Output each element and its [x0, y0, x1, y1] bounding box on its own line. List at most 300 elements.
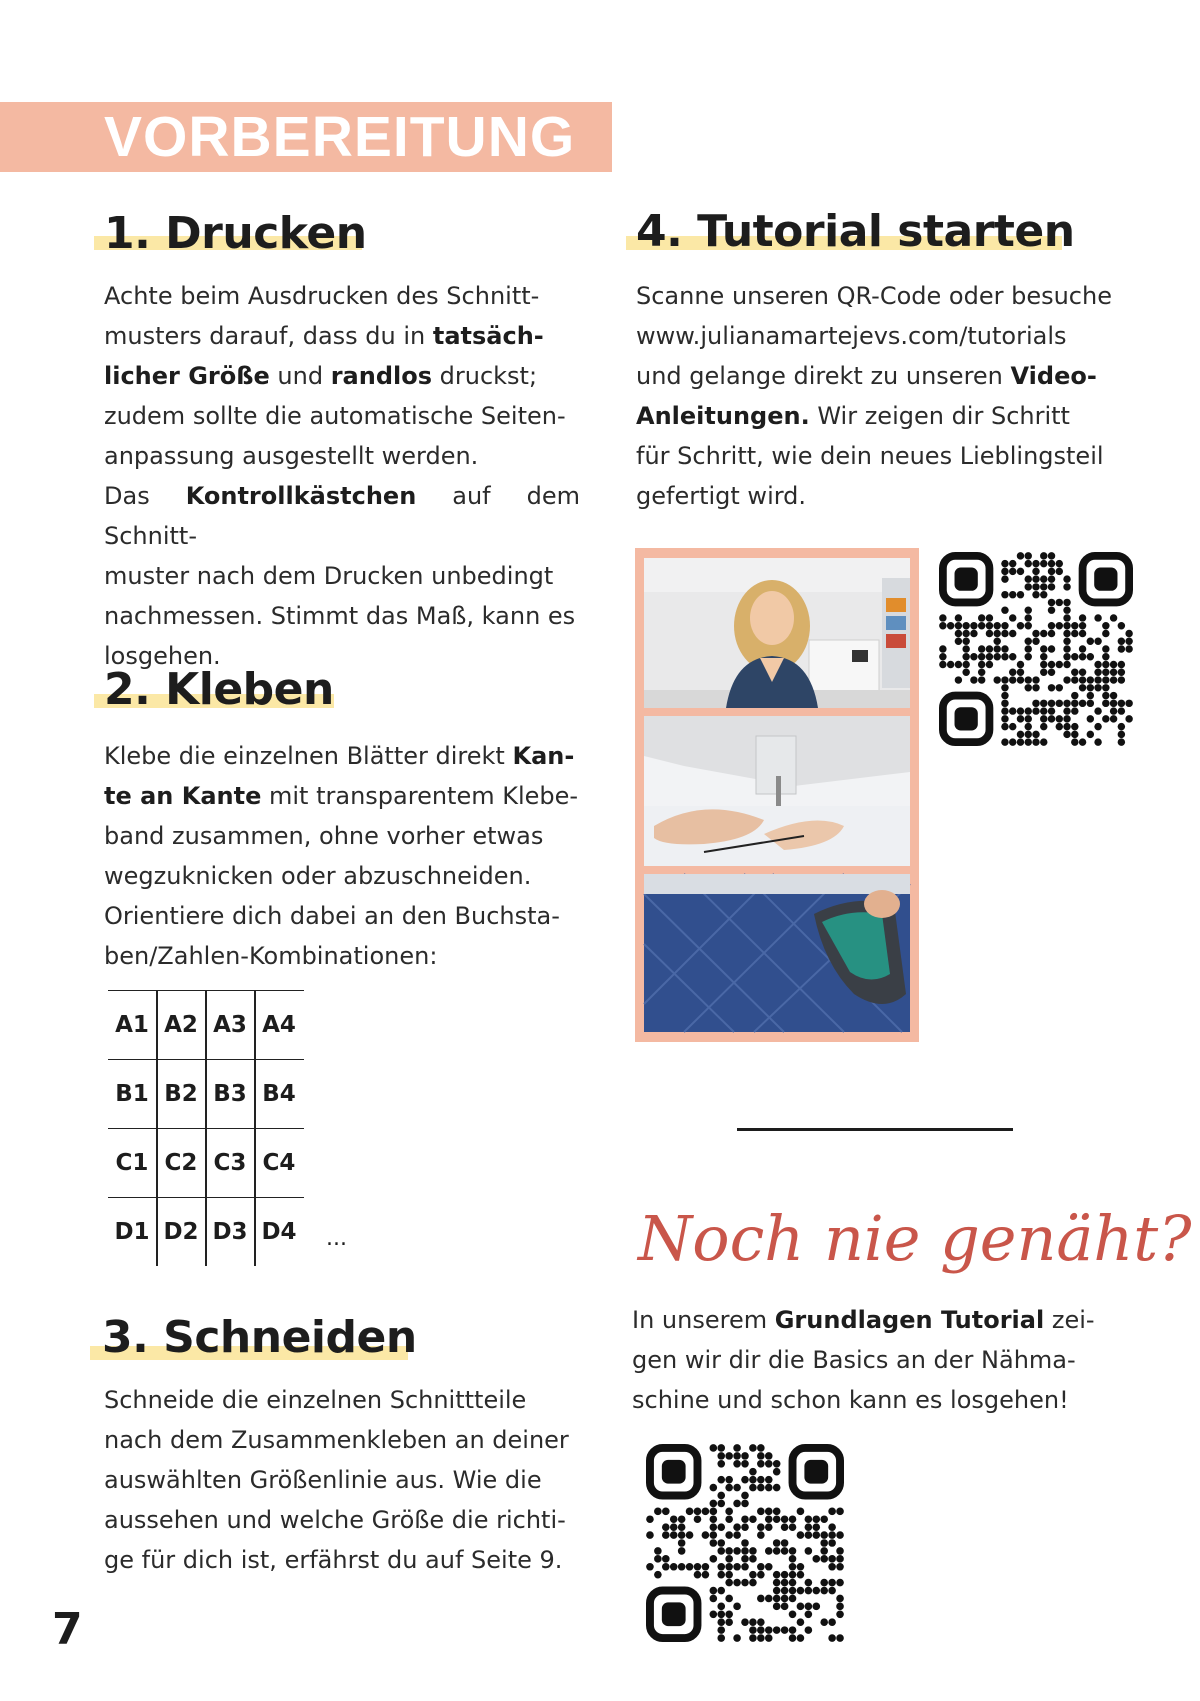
- qr-module: [717, 1460, 725, 1468]
- qr-module: [1063, 700, 1070, 707]
- qr-module: [1001, 591, 1008, 598]
- qr-module: [1079, 622, 1086, 629]
- qr-module: [1017, 731, 1024, 738]
- qr-module: [1094, 723, 1101, 730]
- qr-module: [725, 1595, 733, 1603]
- qr-module: [773, 1515, 781, 1523]
- qr-module: [1063, 575, 1070, 582]
- qr-module: [1079, 684, 1086, 691]
- qr-module: [1025, 583, 1032, 590]
- qr-module: [757, 1571, 765, 1579]
- qr-module: [1063, 614, 1070, 621]
- qr-module: [717, 1571, 725, 1579]
- qr-module: [1017, 738, 1024, 745]
- qr-module: [1025, 723, 1032, 730]
- text-line: losgehen.: [104, 642, 221, 670]
- qr-module: [1063, 645, 1070, 652]
- qr-module: [947, 661, 954, 668]
- qr-module: [789, 1515, 797, 1523]
- drucken-text: [104, 276, 580, 676]
- qr-module: [773, 1547, 781, 1555]
- qr-module: [962, 661, 969, 668]
- qr-module: [765, 1563, 773, 1571]
- qr-module: [1009, 707, 1016, 714]
- qr-module: [749, 1626, 757, 1634]
- qr-module: [962, 622, 969, 629]
- qr-module: [710, 1484, 718, 1492]
- qr-module: [781, 1603, 789, 1611]
- qr-module: [1048, 630, 1055, 637]
- qr-module: [1079, 614, 1086, 621]
- qr-module: [939, 653, 946, 660]
- qr-module: [1040, 700, 1047, 707]
- qr-module: [812, 1555, 820, 1563]
- qr-module: [1110, 614, 1117, 621]
- qr-module: [1056, 684, 1063, 691]
- qr-module: [717, 1563, 725, 1571]
- qr-module: [678, 1523, 686, 1531]
- qr-module: [757, 1531, 765, 1539]
- qr-module: [1017, 622, 1024, 629]
- qr-module: [955, 638, 962, 645]
- qr-module: [1118, 700, 1125, 707]
- qr-code-tutorials[interactable]: [939, 552, 1133, 746]
- qr-module: [725, 1484, 733, 1492]
- grid-divider: [205, 990, 207, 1266]
- grid-cell: B1: [115, 1081, 149, 1107]
- qr-module: [710, 1555, 718, 1563]
- qr-module: [947, 622, 954, 629]
- qr-module: [1102, 715, 1109, 722]
- grid-cell: C4: [262, 1150, 296, 1176]
- qr-module: [805, 1547, 813, 1555]
- qr-module: [773, 1571, 781, 1579]
- qr-module: [757, 1444, 765, 1452]
- grid-divider: [254, 990, 256, 1266]
- qr-module: [757, 1523, 765, 1531]
- qr-module: [1056, 715, 1063, 722]
- qr-module: [765, 1595, 773, 1603]
- qr-module: [1048, 599, 1055, 606]
- qr-module: [741, 1555, 749, 1563]
- qr-module: [1001, 700, 1008, 707]
- text-line: Orientiere dich dabei an den Buchsta-: [104, 902, 560, 930]
- qr-module: [725, 1531, 733, 1539]
- qr-module: [765, 1523, 773, 1531]
- grid-cell: A2: [164, 1012, 198, 1038]
- qr-module: [1063, 653, 1070, 660]
- qr-module: [1009, 676, 1016, 683]
- qr-module: [1110, 707, 1117, 714]
- qr-module: [1001, 715, 1008, 722]
- qr-module: [1063, 676, 1070, 683]
- qr-module: [789, 1547, 797, 1555]
- qr-module: [1025, 622, 1032, 629]
- text-line: gefertigt wird.: [636, 482, 807, 510]
- qr-module: [820, 1531, 828, 1539]
- text-line: Schneide die einzelnen Schnittteile: [104, 1386, 527, 1414]
- qr-module: [1087, 692, 1094, 699]
- qr-module: [1040, 583, 1047, 590]
- qr-module: [710, 1508, 718, 1516]
- qr-module: [1056, 599, 1063, 606]
- qr-module: [789, 1634, 797, 1642]
- qr-module: [828, 1555, 836, 1563]
- qr-module: [1118, 661, 1125, 668]
- qr-module: [749, 1571, 757, 1579]
- grid-cell: D4: [261, 1219, 297, 1245]
- qr-module: [749, 1579, 757, 1587]
- qr-module: [1032, 583, 1039, 590]
- qr-module: [805, 1515, 813, 1523]
- qr-module: [749, 1484, 757, 1492]
- qr-module: [978, 614, 985, 621]
- qr-module: [749, 1555, 757, 1563]
- qr-module: [749, 1547, 757, 1555]
- qr-module: [1025, 676, 1032, 683]
- qr-module: [836, 1579, 844, 1587]
- qr-module: [1125, 645, 1132, 652]
- qr-module: [1017, 552, 1024, 559]
- kleben-text: [104, 736, 580, 976]
- grid-cell: C2: [164, 1150, 198, 1176]
- qr-module: [1001, 606, 1008, 613]
- qr-module: [1017, 669, 1024, 676]
- qr-module: [1071, 669, 1078, 676]
- qr-module: [1025, 575, 1032, 582]
- qr-module: [993, 645, 1000, 652]
- qr-module: [773, 1579, 781, 1587]
- qr-module: [1063, 630, 1070, 637]
- qr-module: [1110, 715, 1117, 722]
- qr-module: [828, 1587, 836, 1595]
- qr-module: [978, 622, 985, 629]
- qr-module: [1001, 568, 1008, 575]
- qr-finder-inner: [1094, 568, 1117, 591]
- qr-module: [789, 1610, 797, 1618]
- tutorial-link[interactable]: www.julianamartejevs.com/tutorials: [636, 322, 1067, 350]
- qr-module: [654, 1571, 662, 1579]
- text-line: nachmessen. Stimmt das Maß, kann es: [104, 602, 576, 630]
- qr-module: [1118, 738, 1125, 745]
- qr-module: [686, 1508, 694, 1516]
- qr-module: [741, 1460, 749, 1468]
- qr-module: [781, 1571, 789, 1579]
- qr-module: [1079, 653, 1086, 660]
- qr-module: [1017, 591, 1024, 598]
- photo-presenter: [644, 558, 910, 708]
- qr-module: [725, 1618, 733, 1626]
- qr-module: [773, 1460, 781, 1468]
- qr-module: [725, 1452, 733, 1460]
- qr-module: [1048, 700, 1055, 707]
- qr-module: [1118, 676, 1125, 683]
- qr-module: [1063, 707, 1070, 714]
- text-line: musters darauf, dass du in tatsäch-: [104, 322, 544, 350]
- qr-module: [1118, 731, 1125, 738]
- qr-module: [1040, 630, 1047, 637]
- qr-module: [781, 1595, 789, 1603]
- qr-module: [797, 1508, 805, 1516]
- qr-module: [749, 1618, 757, 1626]
- qr-module: [765, 1452, 773, 1460]
- qr-module: [1118, 669, 1125, 676]
- qr-module: [1017, 707, 1024, 714]
- qr-module: [1125, 700, 1132, 707]
- qr-module: [1118, 638, 1125, 645]
- text-line: licher Größe und randlos druckst;: [104, 362, 538, 390]
- qr-module: [955, 661, 962, 668]
- qr-module: [1048, 669, 1055, 676]
- qr-module: [1118, 622, 1125, 629]
- qr-module: [773, 1484, 781, 1492]
- qr-module: [1087, 653, 1094, 660]
- qr-module: [1094, 684, 1101, 691]
- qr-module: [773, 1508, 781, 1516]
- qr-module: [789, 1555, 797, 1563]
- text-line: anpassung ausgestellt werden.: [104, 442, 479, 470]
- qr-module: [986, 614, 993, 621]
- qr-module: [1102, 645, 1109, 652]
- qr-module: [828, 1523, 836, 1531]
- qr-module: [1110, 692, 1117, 699]
- qr-module: [1001, 622, 1008, 629]
- qr-module: [1094, 661, 1101, 668]
- qr-module: [1040, 653, 1047, 660]
- qr-module: [1040, 575, 1047, 582]
- qr-module: [1009, 568, 1016, 575]
- qr-module: [805, 1523, 813, 1531]
- qr-module: [1063, 715, 1070, 722]
- qr-module: [1071, 707, 1078, 714]
- qr-module: [725, 1571, 733, 1579]
- qr-module: [733, 1460, 741, 1468]
- qr-module: [1032, 630, 1039, 637]
- qr-module: [670, 1515, 678, 1523]
- qr-module: [717, 1587, 725, 1595]
- qr-module: [717, 1500, 725, 1508]
- qr-module: [1001, 645, 1008, 652]
- qr-module: [662, 1508, 670, 1516]
- qr-module: [1048, 707, 1055, 714]
- qr-module: [1094, 676, 1101, 683]
- qr-module: [733, 1484, 741, 1492]
- qr-module: [1025, 653, 1032, 660]
- grid-cell: C1: [115, 1150, 149, 1176]
- qr-module: [717, 1476, 725, 1484]
- qr-module: [978, 669, 985, 676]
- qr-module: [717, 1539, 725, 1547]
- qr-module: [1001, 575, 1008, 582]
- qr-module: [733, 1547, 741, 1555]
- qr-module: [781, 1523, 789, 1531]
- qr-module: [686, 1531, 694, 1539]
- qr-module: [725, 1547, 733, 1555]
- tutorial-text: [636, 276, 1146, 516]
- qr-module: [1056, 661, 1063, 668]
- text-line: ben/Zahlen-Kombinationen:: [104, 942, 438, 970]
- qr-module: [1094, 638, 1101, 645]
- qr-module: [733, 1603, 741, 1611]
- qr-module: [1102, 692, 1109, 699]
- qr-module: [725, 1515, 733, 1523]
- qr-module: [678, 1547, 686, 1555]
- qr-module: [717, 1610, 725, 1618]
- qr-module: [805, 1531, 813, 1539]
- qr-module: [836, 1634, 844, 1642]
- qr-module: [820, 1547, 828, 1555]
- qr-module: [1063, 723, 1070, 730]
- qr-module: [986, 622, 993, 629]
- qr-module: [1025, 614, 1032, 621]
- qr-module: [1048, 684, 1055, 691]
- qr-module: [1071, 630, 1078, 637]
- qr-module: [1056, 568, 1063, 575]
- qr-module: [970, 653, 977, 660]
- banner-title: VORBEREITUNG: [104, 105, 576, 169]
- qr-module: [1094, 669, 1101, 676]
- qr-module: [1001, 723, 1008, 730]
- qr-module: [773, 1587, 781, 1595]
- qr-module: [828, 1508, 836, 1516]
- qr-module: [993, 622, 1000, 629]
- qr-module: [733, 1579, 741, 1587]
- qr-module: [812, 1531, 820, 1539]
- qr-module: [1071, 738, 1078, 745]
- qr-module: [797, 1563, 805, 1571]
- qr-module: [812, 1587, 820, 1595]
- qr-module: [686, 1563, 694, 1571]
- qr-module: [789, 1579, 797, 1587]
- qr-module: [694, 1563, 702, 1571]
- qr-module: [1118, 645, 1125, 652]
- text-line: schine und schon kann es losgehen!: [632, 1386, 1069, 1414]
- qr-module: [733, 1452, 741, 1460]
- grid-divider: [156, 990, 158, 1266]
- qr-module: [1032, 738, 1039, 745]
- qr-module: [1048, 552, 1055, 559]
- qr-module: [797, 1634, 805, 1642]
- qr-module: [757, 1618, 765, 1626]
- qr-module: [962, 630, 969, 637]
- qr-module: [1048, 715, 1055, 722]
- qr-module: [836, 1595, 844, 1603]
- qr-module: [678, 1531, 686, 1539]
- qr-module: [797, 1571, 805, 1579]
- qr-module: [765, 1508, 773, 1516]
- qr-module: [717, 1618, 725, 1626]
- qr-module: [1071, 723, 1078, 730]
- grid-cell: D1: [114, 1219, 150, 1245]
- qr-module: [1110, 676, 1117, 683]
- text-line: te an Kante mit transparentem Klebe-: [104, 782, 579, 810]
- qr-module: [765, 1547, 773, 1555]
- qr-module: [1071, 692, 1078, 699]
- qr-finder-inner: [662, 1460, 686, 1484]
- qr-module: [1125, 630, 1132, 637]
- text-line: und gelange direkt zu unseren Video-: [636, 362, 1097, 390]
- qr-module: [1071, 622, 1078, 629]
- qr-module: [1040, 591, 1047, 598]
- qr-module: [1040, 552, 1047, 559]
- qr-module: [993, 653, 1000, 660]
- qr-module: [654, 1547, 662, 1555]
- qr-module: [749, 1444, 757, 1452]
- qr-module: [1110, 661, 1117, 668]
- qr-module: [1048, 622, 1055, 629]
- qr-module: [1009, 560, 1016, 567]
- qr-module: [702, 1563, 710, 1571]
- qr-module: [1079, 676, 1086, 683]
- qr-module: [978, 661, 985, 668]
- qr-module: [955, 614, 962, 621]
- grid-cell: A4: [262, 1012, 296, 1038]
- qr-module: [1118, 723, 1125, 730]
- qr-module: [1009, 630, 1016, 637]
- qr-module: [694, 1571, 702, 1579]
- qr-module: [757, 1508, 765, 1516]
- qr-module: [678, 1539, 686, 1547]
- qr-code-basics[interactable]: [646, 1444, 844, 1642]
- qr-module: [1009, 669, 1016, 676]
- qr-module: [717, 1523, 725, 1531]
- qr-module: [1087, 731, 1094, 738]
- qr-module: [836, 1603, 844, 1611]
- qr-module: [710, 1500, 718, 1508]
- qr-module: [773, 1468, 781, 1476]
- qr-module: [1102, 622, 1109, 629]
- qr-module: [1079, 630, 1086, 637]
- qr-module: [1110, 700, 1117, 707]
- qr-module: [757, 1563, 765, 1571]
- qr-module: [828, 1579, 836, 1587]
- qr-module: [765, 1460, 773, 1468]
- grid-continuation: ...: [326, 1226, 347, 1251]
- qr-module: [939, 614, 946, 621]
- qr-module: [1056, 700, 1063, 707]
- qr-module: [678, 1515, 686, 1523]
- qr-module: [836, 1555, 844, 1563]
- qr-module: [765, 1484, 773, 1492]
- qr-module: [1025, 606, 1032, 613]
- qr-module: [733, 1500, 741, 1508]
- qr-module: [1079, 645, 1086, 652]
- qr-module: [1102, 676, 1109, 683]
- qr-module: [1001, 560, 1008, 567]
- photo-sewing: [644, 716, 910, 866]
- qr-module: [1017, 715, 1024, 722]
- qr-module: [797, 1618, 805, 1626]
- qr-module: [741, 1500, 749, 1508]
- tutorial-photo-frame: [635, 548, 919, 1042]
- qr-module: [749, 1476, 757, 1484]
- qr-module: [1102, 661, 1109, 668]
- qr-module: [797, 1603, 805, 1611]
- qr-module: [733, 1523, 741, 1531]
- qr-module: [962, 669, 969, 676]
- qr-module: [978, 653, 985, 660]
- qr-module: [828, 1634, 836, 1642]
- qr-module: [741, 1452, 749, 1460]
- qr-module: [1071, 653, 1078, 660]
- qr-module: [654, 1555, 662, 1563]
- qr-module: [765, 1515, 773, 1523]
- qr-module: [741, 1492, 749, 1500]
- qr-module: [757, 1476, 765, 1484]
- text-line: Klebe die einzelnen Blätter direkt Kan-: [104, 742, 575, 770]
- qr-module: [828, 1563, 836, 1571]
- qr-module: [733, 1563, 741, 1571]
